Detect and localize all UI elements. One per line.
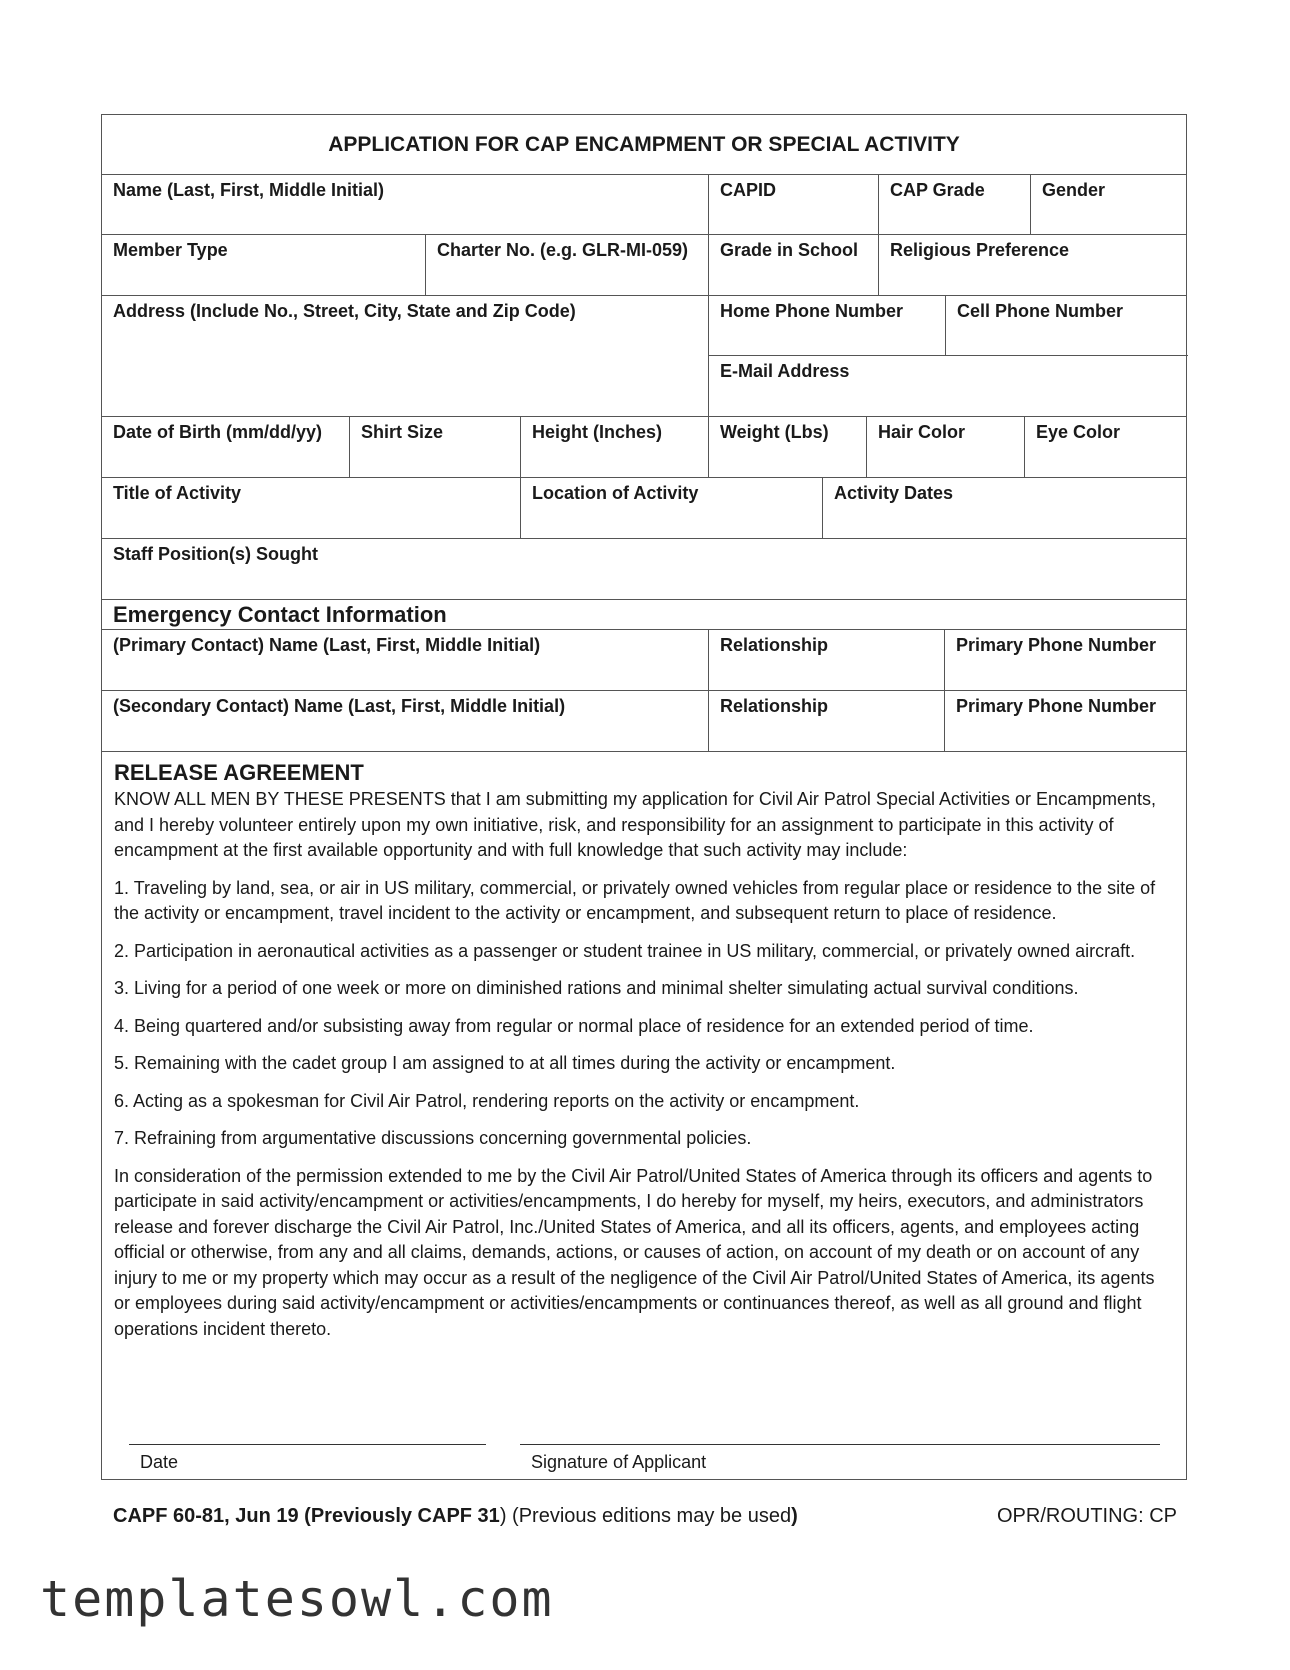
- release-heading: RELEASE AGREEMENT: [114, 760, 364, 785]
- form-id-footer: [113, 1505, 798, 1528]
- editions-note: ) (Previous editions may be used: [499, 1505, 792, 1527]
- grade-in-school-field[interactable]: Grade in School: [708, 235, 878, 295]
- emergency-heading: Emergency Contact Information: [113, 602, 447, 627]
- form-id: CAPF 60-81, Jun 19 (Previously CAPF 31: [113, 1505, 500, 1527]
- shirt-size-field[interactable]: Shirt Size: [349, 417, 520, 477]
- primary-phone-field[interactable]: Primary Phone Number: [944, 630, 1188, 690]
- release-closing: In consideration of the permission extended to me by the Civil Air Patrol/United States of America through its officers and agents to participate in said activity/encampment or activities/encampments, I do hereby for myself, my heirs, executors, and administrators release and forever discharge the Civil Air Patrol, Inc./United States of America, and all its officers, agents, and employees acting official or otherwise, from any and all claims, demands, actions, or causes of action, on account of my death or on account of any injury to me or my property which may occur as a result of the negligence of the Civil Air Patrol/United States of America, its agents or employees during said activity/encampment or activities/encampments or continuances thereof, as well as all ground and flight operations incident thereto.: [114, 1165, 1155, 1339]
- secondary-contact-name-field[interactable]: (Secondary Contact) Name (Last, First, Middle Initial): [113, 696, 566, 716]
- dob-field[interactable]: Date of Birth (mm/dd/yy): [113, 422, 323, 442]
- release-intro: KNOW ALL MEN BY THESE PRESENTS that I am submitting my application for Civil Air Patrol Special Activities or Encampments, and I hereby volunteer entirely upon my own initiative, risk, and responsibility for an assignment to participate in this activity of encampment at the first available opportunity and with full knowledge that such activity may include:: [114, 789, 1157, 860]
- member-type-field[interactable]: Member Type: [113, 240, 228, 260]
- row-physical: [102, 417, 1186, 478]
- application-form: [101, 114, 1187, 1480]
- staff-positions-field[interactable]: Staff Position(s) Sought: [113, 544, 318, 564]
- primary-contact-name-field[interactable]: (Primary Contact) Name (Last, First, Middle Initial): [113, 635, 541, 655]
- release-condition: 1. Traveling by land, sea, or air in US military, commercial, or privately owned vehicles from regular place or residence to the site of the activity or encampment, travel incident to the activity or encampment, and subsequent return to place of residence.: [114, 877, 1156, 923]
- activity-location-field[interactable]: Location of Activity: [520, 478, 822, 538]
- secondary-relationship-field[interactable]: Relationship: [708, 691, 944, 751]
- home-phone-field[interactable]: Home Phone Number: [720, 301, 904, 321]
- release-condition: 2. Participation in aeronautical activities as a passenger or student trainee in US military, commercial, or privately owned aircraft.: [114, 940, 1136, 961]
- release-condition: 7. Refraining from argumentative discussions concerning governmental policies.: [114, 1128, 752, 1148]
- date-signature-line[interactable]: [129, 1444, 486, 1445]
- applicant-signature-line[interactable]: [520, 1444, 1160, 1445]
- height-field[interactable]: Height (Inches): [520, 417, 708, 477]
- weight-field[interactable]: Weight (Lbs): [708, 417, 866, 477]
- religious-preference-field[interactable]: Religious Preference: [878, 235, 1188, 295]
- row-identity: [102, 175, 1186, 235]
- primary-relationship-field[interactable]: Relationship: [708, 630, 944, 690]
- emergency-heading-row: [102, 600, 1186, 630]
- cap-grade-field[interactable]: CAP Grade: [878, 175, 1030, 234]
- name-field[interactable]: Name (Last, First, Middle Initial): [113, 180, 385, 200]
- eye-color-field[interactable]: Eye Color: [1024, 417, 1188, 477]
- date-label: Date: [140, 1452, 179, 1472]
- footer-close-paren: ): [791, 1505, 798, 1527]
- row-contact: [102, 296, 1186, 417]
- gender-field[interactable]: Gender: [1030, 175, 1188, 234]
- release-condition: 5. Remaining with the cadet group I am assigned to at all times during the activity or encampment.: [114, 1053, 896, 1073]
- release-conditions-list: [114, 876, 1174, 1152]
- capid-field[interactable]: CAPID: [708, 175, 878, 234]
- form-title: APPLICATION FOR CAP ENCAMPMENT OR SPECIAL ACTIVITY: [102, 115, 1186, 175]
- release-agreement: [102, 753, 1186, 1354]
- contact-block: [708, 296, 1188, 416]
- release-condition: 6. Acting as a spokesman for Civil Air Patrol, rendering reports on the activity or encampment.: [114, 1090, 860, 1111]
- secondary-phone-field[interactable]: Primary Phone Number: [944, 691, 1188, 751]
- watermark: templatesowl.com: [40, 1570, 554, 1628]
- activity-dates-field[interactable]: Activity Dates: [822, 478, 1188, 538]
- row-staff: [102, 539, 1186, 600]
- release-condition: 3. Living for a period of one week or more on diminished rations and minimal shelter simulating actual survival conditions.: [114, 978, 1079, 998]
- hair-color-field[interactable]: Hair Color: [866, 417, 1024, 477]
- signature-label: Signature of Applicant: [531, 1452, 707, 1472]
- opr-routing: OPR/ROUTING: CP: [996, 1505, 1177, 1527]
- row-activity: [102, 478, 1186, 539]
- row-secondary-contact: [102, 691, 1186, 752]
- email-field[interactable]: E-Mail Address: [720, 361, 850, 381]
- address-field[interactable]: Address (Include No., Street, City, State and Zip Code): [113, 301, 576, 321]
- row-membership: [102, 235, 1186, 296]
- activity-title-field[interactable]: Title of Activity: [113, 483, 242, 503]
- cell-phone-field[interactable]: Cell Phone Number: [945, 296, 1189, 356]
- phone-row: [709, 296, 1188, 356]
- release-condition: 4. Being quartered and/or subsisting away from regular or normal place of residence for an extended period of time.: [114, 1015, 1034, 1036]
- row-primary-contact: [102, 630, 1186, 691]
- charter-no-field[interactable]: Charter No. (e.g. GLR-MI-059): [425, 235, 708, 295]
